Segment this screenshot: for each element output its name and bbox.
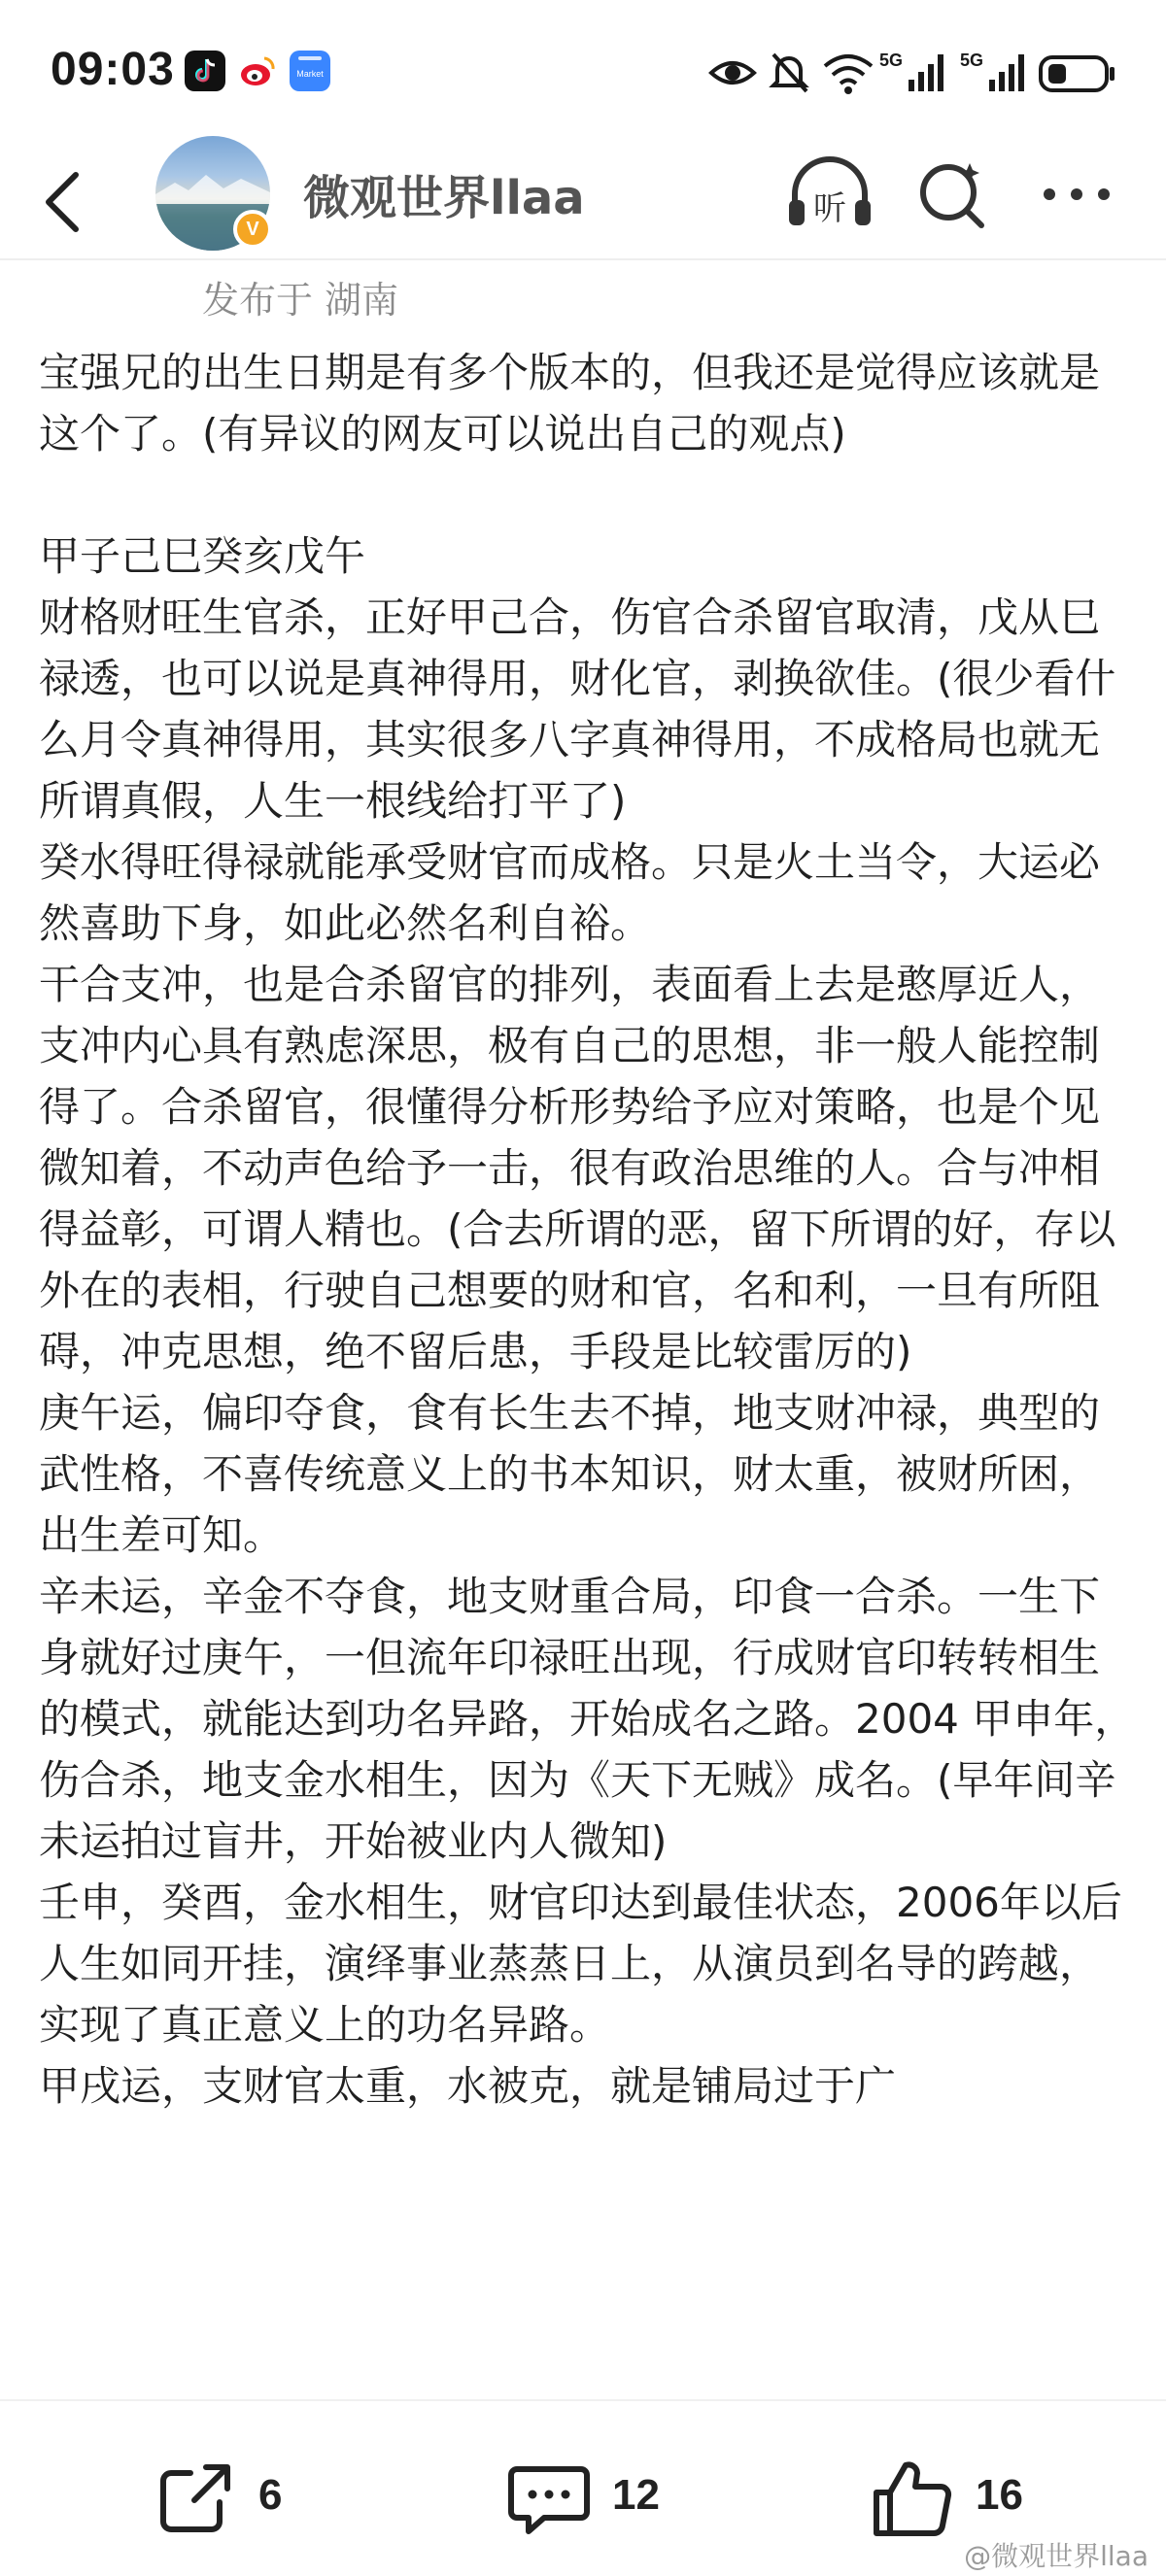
post-paragraph: 干合支冲，也是合杀留官的排列，表面看上去是憨厚近人，支冲内心具有熟虑深思，极有自己的思想，非一般人能控制得了。合杀留官，很懂得分析形势给予应对策略，也是个见微知着，不动声色给予一击，很有政治思维的人。合与冲相得益彰，可谓人精也。(合去所谓的恶，留下所谓的好，存以外在的表相，行驶自己想要的财和官，名和利，一旦有所阻碍，冲克思想，绝不留后患，手段是比较雷厉的): [39, 961, 1116, 1375]
search-button[interactable]: [913, 155, 991, 237]
bottom-action-bar: [0, 2399, 1166, 2576]
verified-badge-icon: V: [233, 210, 272, 249]
tiktok-icon: [185, 51, 225, 91]
post-paragraph: 甲戌运，支财官太重，水被克，就是铺局过于广: [39, 2062, 897, 2110]
header-divider: [0, 258, 1166, 260]
like-button[interactable]: [871, 2459, 1046, 2537]
app-market-icon: [290, 51, 330, 91]
share-count: 6: [258, 2471, 283, 2519]
like-count: 16: [976, 2471, 1023, 2519]
post-paragraph: 癸水得旺得禄就能承受财官而成格。只是火土当令，大运必然喜助下身，如此必然名利自裕。: [39, 838, 1101, 947]
username[interactable]: 微观世界llaa: [303, 171, 585, 225]
status-time: 09:03: [51, 44, 175, 95]
more-options-button[interactable]: [1038, 155, 1115, 237]
battery-icon: [1038, 49, 1117, 97]
comment-button[interactable]: [505, 2459, 690, 2537]
listen-button[interactable]: [783, 155, 876, 237]
status-bar: [0, 0, 1166, 146]
comment-count: 12: [612, 2471, 660, 2519]
share-button[interactable]: [155, 2459, 311, 2537]
weibo-watermark: @微观世界llaa: [964, 2540, 1149, 2572]
post-location: 发布于 湖南: [202, 279, 399, 322]
wifi-icon: [821, 49, 875, 97]
post-paragraph: 庚午运，偏印夺食，食有长生去不掉，地支财冲禄，典型的武性格，不喜传统意义上的书本知识，财太重，被财所困，出生差可知。: [39, 1389, 1101, 1559]
back-button[interactable]: [35, 163, 93, 241]
post-blank-line: [39, 464, 1137, 525]
network-label-2: 5G: [960, 51, 984, 70]
search-icon: [913, 155, 991, 233]
post-paragraph: 宝强兄的出生日期是有多个版本的，但我还是觉得应该就是这个了。(有异议的网友可以说出自己的观点): [39, 349, 1101, 458]
mute-bell-icon: [768, 49, 810, 97]
post-paragraph: 壬申，癸酉，金水相生，财官印达到最佳状态，2006年以后人生如同开挂，演绎事业蒸蒸日上，从演员到名导的跨越，实现了真正意义上的功名异路。: [39, 1879, 1122, 2049]
comment-icon: [505, 2459, 593, 2537]
thumbs-up-icon: [871, 2459, 954, 2537]
more-dots-icon: [1038, 155, 1115, 233]
eye-icon: [707, 49, 758, 97]
post-body: [39, 342, 1137, 2391]
weibo-icon: [237, 51, 278, 91]
signal-5g-icon: [960, 49, 1028, 97]
chevron-left-icon: [35, 163, 93, 241]
listen-label: 听: [813, 189, 846, 228]
post-paragraph: 财格财旺生官杀，正好甲己合，伤官合杀留官取清，戊从巳禄透，也可以说是真神得用，财化官，剥换欲佳。(很少看什么月令真神得用，其实很多八字真神得用，不成格局也就无所谓真假，人生一根线给打平了): [39, 593, 1116, 825]
signal-5g-icon: [879, 49, 947, 97]
network-label-1: 5G: [879, 51, 904, 70]
headphones-icon: [783, 155, 876, 233]
post-paragraph: 甲子己巳癸亥戊午: [39, 532, 366, 580]
share-icon: [155, 2459, 239, 2537]
app-market-label: Market: [296, 69, 324, 79]
post-paragraph: 辛未运，辛金不夺食，地支财重合局，印食一合杀。一生下身就好过庚午，一但流年印禄旺出现，行成财官印转转相生的模式，就能达到功名异路，开始成名之路。2004 甲申年，伤合杀，地支金水相生，因为《天下无贼》成名。(早年间辛未运拍过盲井，开始被业内人微知): [39, 1573, 1136, 1865]
